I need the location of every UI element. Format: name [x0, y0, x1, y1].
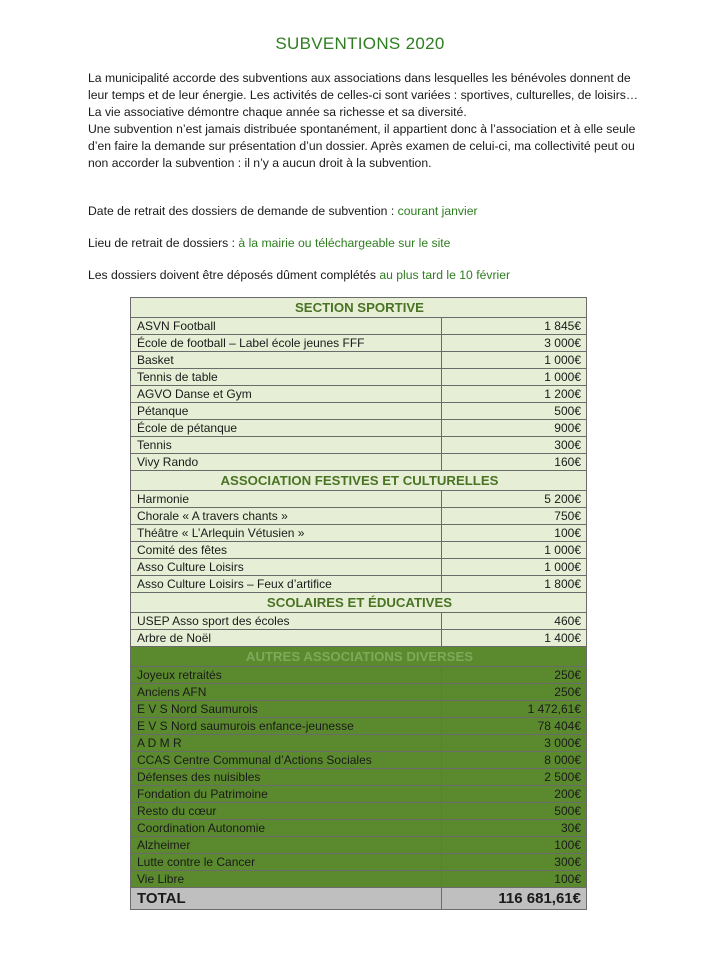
association-name: Lutte contre le Cancer [131, 854, 442, 871]
subsidy-amount: 200€ [442, 786, 587, 803]
association-name: École de pétanque [131, 420, 442, 437]
section-header-row [131, 298, 587, 318]
association-name: Anciens AFN [131, 684, 442, 701]
subsidy-amount: 250€ [442, 667, 587, 684]
subsidy-amount: 2 500€ [442, 769, 587, 786]
subsidy-amount: 30€ [442, 820, 587, 837]
table-row [131, 718, 587, 735]
association-name: Tennis [131, 437, 442, 454]
association-name: Joyeux retraités [131, 667, 442, 684]
info-deadline-value: au plus tard le 10 février [379, 268, 511, 282]
intro-paragraph: Une subvention n’est jamais distribuée spontanément, il appartient donc à l’association et à elle seule d’en faire la demande sur présentation d’un dossier. Après examen de celui-ci, ma collectivité peut ou non accorder la subvention : il n’y a aucun droit à la subvention. [88, 122, 636, 170]
subsidy-amount: 3 000€ [442, 335, 587, 352]
info-date-label: Date de retrait des dossiers de demande de subvention : [88, 204, 398, 218]
subsidy-amount: 160€ [442, 454, 587, 471]
subsidy-amount: 750€ [442, 508, 587, 525]
association-name: Pétanque [131, 403, 442, 420]
total-row [131, 888, 587, 910]
subsidy-amount: 5 200€ [442, 491, 587, 508]
association-name: Défenses des nuisibles [131, 769, 442, 786]
association-name: Vie Libre [131, 871, 442, 888]
section-header-row [131, 647, 587, 667]
table-row [131, 701, 587, 718]
association-name: Fondation du Patrimoine [131, 786, 442, 803]
table-row [131, 454, 587, 471]
association-name: Asso Culture Loisirs – Feux d’artifice [131, 576, 442, 593]
association-name: Comité des fêtes [131, 542, 442, 559]
subsidy-amount: 900€ [442, 420, 587, 437]
association-name: Tennis de table [131, 369, 442, 386]
subsidy-amount: 1 400€ [442, 630, 587, 647]
association-name: E V S Nord Saumurois [131, 701, 442, 718]
association-name: Coordination Autonomie [131, 820, 442, 837]
page-title: SUBVENTIONS 2020 [275, 34, 445, 53]
subsidy-amount: 100€ [442, 871, 587, 888]
association-name: Chorale « A travers chants » [131, 508, 442, 525]
table-row [131, 437, 587, 454]
section-title: SECTION SPORTIVE [131, 298, 587, 318]
table-row [131, 352, 587, 369]
table-row [131, 508, 587, 525]
info-location-label: Lieu de retrait de dossiers : [88, 236, 239, 250]
table-row [131, 386, 587, 403]
table-row [131, 630, 587, 647]
table-row [131, 684, 587, 701]
association-name: USEP Asso sport des écoles [131, 613, 442, 630]
subsidy-amount: 78 404€ [442, 718, 587, 735]
association-name: Asso Culture Loisirs [131, 559, 442, 576]
info-deadline [88, 268, 510, 282]
subsidy-amount: 1 200€ [442, 386, 587, 403]
table-row [131, 613, 587, 630]
association-name: Basket [131, 352, 442, 369]
table-row [131, 786, 587, 803]
table-row [131, 803, 587, 820]
table-row [131, 318, 587, 335]
table-row [131, 735, 587, 752]
table-row [131, 769, 587, 786]
subsidy-amount: 1 845€ [442, 318, 587, 335]
association-name: Resto du cœur [131, 803, 442, 820]
subsidies-table [130, 297, 587, 910]
table-row [131, 335, 587, 352]
subsidy-amount: 8 000€ [442, 752, 587, 769]
table-row [131, 820, 587, 837]
association-name: Arbre de Noël [131, 630, 442, 647]
info-location [88, 236, 450, 250]
intro-text [88, 70, 648, 172]
table-row [131, 525, 587, 542]
association-name: ASVN Football [131, 318, 442, 335]
intro-paragraph: La municipalité accorde des subventions aux associations dans lesquelles les bénévoles donnent de leur temps et de leur énergie. Les activités de celles-ci sont variées : sportives, culturelles, de loisirs… [88, 71, 639, 102]
subsidy-amount: 1 000€ [442, 352, 587, 369]
subsidy-amount: 1 472,61€ [442, 701, 587, 718]
subsidy-amount: 1 000€ [442, 559, 587, 576]
association-name: Théâtre « L’Arlequin Vétusien » [131, 525, 442, 542]
section-header-row [131, 471, 587, 491]
association-name: AGVO Danse et Gym [131, 386, 442, 403]
subsidy-amount: 300€ [442, 854, 587, 871]
subsidy-amount: 3 000€ [442, 735, 587, 752]
table-row [131, 369, 587, 386]
info-deadline-label: Les dossiers doivent être déposés dûment complétés [88, 268, 380, 282]
association-name: E V S Nord saumurois enfance-jeunesse [131, 718, 442, 735]
subsidy-amount: 500€ [442, 403, 587, 420]
association-name: Vivy Rando [131, 454, 442, 471]
section-title: AUTRES ASSOCIATIONS DIVERSES [131, 647, 587, 667]
table-row [131, 837, 587, 854]
association-name: Alzheimer [131, 837, 442, 854]
table-row [131, 420, 587, 437]
info-date-value: courant janvier [397, 204, 478, 218]
subsidy-amount: 100€ [442, 837, 587, 854]
info-location-value: à la mairie ou téléchargeable sur le site [238, 236, 451, 250]
subsidy-amount: 1 800€ [442, 576, 587, 593]
table-row [131, 403, 587, 420]
association-name: Harmonie [131, 491, 442, 508]
section-title: ASSOCIATION FESTIVES ET CULTURELLES [131, 471, 587, 491]
association-name: A D M R [131, 735, 442, 752]
table-row [131, 491, 587, 508]
table-row [131, 854, 587, 871]
subsidy-amount: 250€ [442, 684, 587, 701]
section-header-row [131, 593, 587, 613]
table-row [131, 542, 587, 559]
table-row [131, 871, 587, 888]
association-name: École de football – Label école jeunes FFF [131, 335, 442, 352]
subsidy-amount: 460€ [442, 613, 587, 630]
subsidy-amount: 300€ [442, 437, 587, 454]
section-title: SCOLAIRES ET ÉDUCATIVES [131, 593, 587, 613]
subsidy-amount: 500€ [442, 803, 587, 820]
subsidy-amount: 1 000€ [442, 542, 587, 559]
subsidy-amount: 1 000€ [442, 369, 587, 386]
intro-paragraph: La vie associative démontre chaque année sa richesse et sa diversité. [88, 105, 467, 119]
subsidy-amount: 100€ [442, 525, 587, 542]
table-row [131, 559, 587, 576]
total-label: TOTAL [131, 888, 442, 910]
table-row [131, 752, 587, 769]
association-name: CCAS Centre Communal d’Actions Sociales [131, 752, 442, 769]
total-amount: 116 681,61€ [442, 888, 587, 910]
info-date [88, 204, 478, 218]
table-row [131, 576, 587, 593]
table-row [131, 667, 587, 684]
